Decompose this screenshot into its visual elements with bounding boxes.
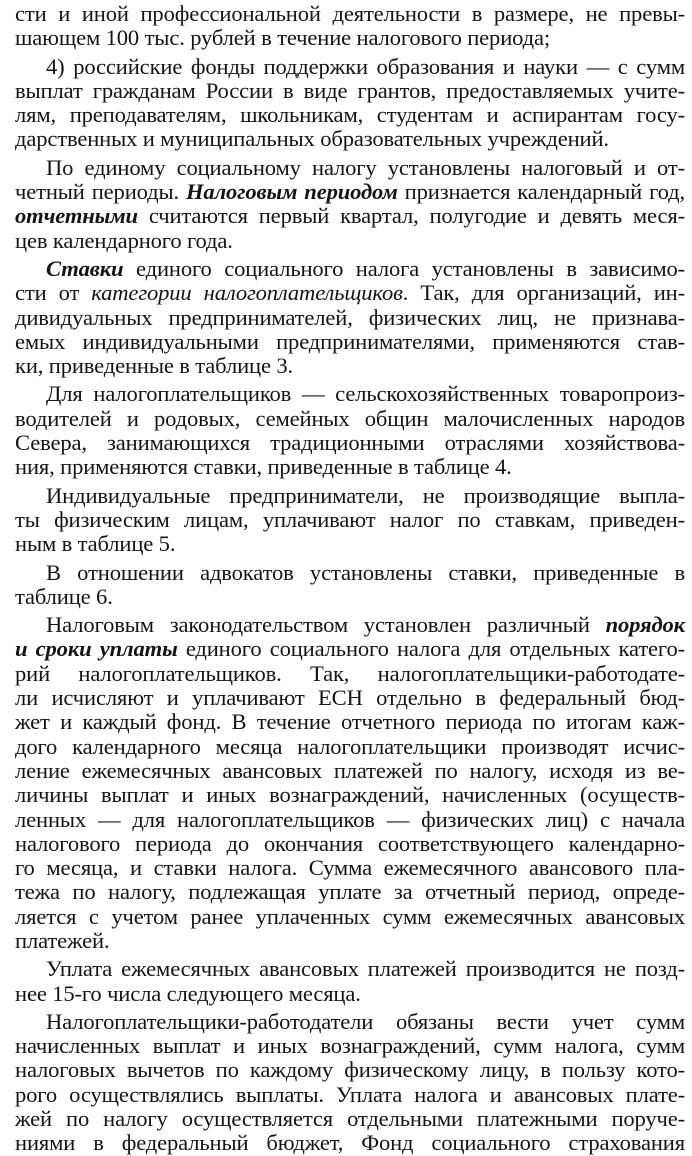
text-run: дарственных и муниципальных образовательных учреждений.: [15, 126, 609, 152]
text-line: [15, 306, 685, 330]
text-run: платежей.: [15, 927, 110, 953]
text-line: [15, 455, 685, 479]
paragraph-p5: [15, 484, 685, 557]
text-run: личины выплат и иных вознаграждений, начисленных (осуществ-: [15, 782, 685, 808]
text-run: ниями в федеральный бюджет, Фонд социального страхования: [15, 1130, 685, 1156]
text-line: [15, 662, 685, 686]
text-line: [15, 1107, 685, 1131]
text-line: [15, 26, 685, 50]
text-line: [15, 2, 685, 26]
text-run: Налоговым законодательством установлен различный: [46, 612, 606, 638]
text-run: жет и каждый фонд. В течение отчетного периода по итогам каж-: [15, 709, 685, 735]
paragraph-p6: [15, 561, 685, 610]
emphasis-text: Ставки: [46, 255, 124, 281]
text-run: тежа по налогу, подлежащая уплате за отчетный период, опреде-: [15, 879, 685, 905]
text-line: [15, 735, 685, 759]
book-page: [15, 2, 685, 1156]
text-run: водителей и родовых, семейных общин малочисленных народов: [15, 405, 685, 431]
text-run: ты физическим лицам, уплачивают налог по ставкам, приведен-: [15, 506, 685, 532]
text-run: считаются первый квартал, полугодие и девять меся-: [137, 203, 685, 229]
text-line: [15, 156, 685, 180]
text-line: [15, 354, 685, 378]
emphasis-text: порядок: [605, 612, 685, 638]
text-line: [15, 382, 685, 406]
text-run: четный периоды.: [15, 179, 186, 205]
text-line: [15, 180, 685, 204]
text-line: [15, 484, 685, 508]
text-line: [15, 127, 685, 151]
emphasis-text: и сроки уплаты: [15, 636, 178, 662]
text-run: единого социального налога для отдельных катего-: [177, 636, 685, 662]
paragraph-p9: [15, 1010, 685, 1156]
text-line: [15, 508, 685, 532]
text-line: [15, 832, 685, 856]
text-run: ния, применяются ставки, приведенные в таблице 4.: [15, 454, 512, 480]
paragraph-p3: [15, 257, 685, 378]
text-run: цев календарного года.: [15, 227, 233, 253]
emphasis-text: Налоговым периодом: [186, 179, 398, 205]
text-run: жей по налогу осуществляется отдельными платежными поруче-: [15, 1106, 685, 1132]
paragraph-p8: [15, 957, 685, 1006]
text-line: [15, 613, 685, 637]
text-line: [15, 905, 685, 929]
paragraph-p2: [15, 156, 685, 253]
text-run: ки, приведенные в таблице 3.: [15, 353, 293, 379]
text-line: [15, 281, 685, 305]
text-run: налогового периода до окончания соответствующего календарно-: [15, 830, 685, 856]
text-line: [15, 561, 685, 585]
text-line: [15, 204, 685, 228]
text-line: [15, 103, 685, 127]
text-run: рого осуществлялись выплаты. Уплата налога и авансовых плате-: [15, 1081, 685, 1107]
text-line: [15, 929, 685, 953]
text-run: лям, преподавателям, школьникам, студентам и аспирантам госу-: [15, 102, 685, 128]
text-run: выплат гражданам России в виде грантов, предоставляемых учите-: [15, 77, 685, 103]
text-run: ленных — для налогоплательщиков — физических лиц) с начала: [15, 806, 685, 832]
text-run: ным в таблице 5.: [15, 531, 176, 557]
text-run: го месяца, и ставки налога. Сумма ежемесячного авансового пла-: [15, 855, 685, 881]
text-line: [15, 229, 685, 253]
text-run: дого календарного месяца налогоплательщики производят исчис-: [15, 733, 685, 759]
text-line: [15, 856, 685, 880]
text-line: [15, 1083, 685, 1107]
text-run: Налогоплательщики-работодатели обязаны вести учет сумм: [46, 1008, 685, 1034]
text-run: емых индивидуальными предпринимателями, применяются став-: [15, 328, 685, 354]
text-line: [15, 637, 685, 661]
text-run: начисленных выплат и иных вознаграждений, сумм налога, сумм: [15, 1033, 685, 1059]
text-line: [15, 1131, 685, 1155]
emphasis-text: отчетными: [15, 203, 138, 229]
text-run: ли исчисляют и уплачивают ЕСН отдельно в федеральный бюд-: [15, 685, 685, 711]
text-line: [15, 686, 685, 710]
text-line: [15, 710, 685, 734]
text-run: . Так, для организаций, ин-: [402, 280, 685, 306]
text-run: шающем 100 тыс. рублей в течение налогового периода;: [15, 25, 550, 51]
text-run: В отношении адвокатов установлены ставки, приведенные в: [46, 559, 685, 585]
text-run: дивидуальных предпринимателей, физических лиц, не признава-: [15, 304, 685, 330]
text-line: [15, 585, 685, 609]
text-line: [15, 1058, 685, 1082]
text-run: Индивидуальные предприниматели, не производящие выпла-: [46, 482, 685, 508]
text-line: [15, 783, 685, 807]
text-line: [15, 55, 685, 79]
text-line: [15, 257, 685, 281]
text-run: налоговых вычетов по каждому физическому лицу, в пользу кото-: [15, 1057, 685, 1083]
text-run: ляется с учетом ранее уплаченных сумм ежемесячных авансовых: [15, 903, 685, 929]
text-run: Севера, занимающихся традиционными отраслями хозяйствова-: [15, 430, 685, 456]
emphasis-text: категории налогоплательщиков: [91, 280, 403, 306]
text-line: [15, 957, 685, 981]
text-line: [15, 1010, 685, 1034]
paragraph-p1: [15, 55, 685, 152]
text-run: сти и иной профессиональной деятельности в размере, не превы-: [15, 1, 685, 26]
text-line: [15, 759, 685, 783]
text-run: сти от: [15, 280, 92, 306]
text-run: 4) российские фонды поддержки образования и науки — с сумм: [46, 53, 685, 79]
text-line: [15, 330, 685, 354]
text-line: [15, 407, 685, 431]
text-line: [15, 808, 685, 832]
text-run: Для налогоплательщиков — сельскохозяйственных товаропроиз-: [46, 381, 685, 407]
text-run: Уплата ежемесячных авансовых платежей производится не позд-: [46, 956, 685, 982]
text-line: [15, 431, 685, 455]
text-run: признается календарный год,: [397, 179, 685, 205]
text-line: [15, 532, 685, 556]
text-run: По единому социальному налогу установлены налоговый и от-: [46, 154, 685, 180]
text-line: [15, 1034, 685, 1058]
text-line: [15, 79, 685, 103]
text-run: нее 15-го числа следующего месяца.: [15, 980, 361, 1006]
text-run: единого социального налога установлены в зависимо-: [123, 255, 685, 281]
text-line: [15, 880, 685, 904]
paragraph-p4: [15, 382, 685, 479]
paragraph-p0: [15, 2, 685, 51]
text-run: таблице 6.: [15, 583, 113, 609]
paragraph-p7: [15, 613, 685, 953]
text-run: ление ежемесячных авансовых платежей по налогу, исходя из ве-: [15, 757, 685, 783]
text-line: [15, 982, 685, 1006]
text-run: рий налогоплательщиков. Так, налогоплательщики-работодате-: [15, 660, 685, 686]
